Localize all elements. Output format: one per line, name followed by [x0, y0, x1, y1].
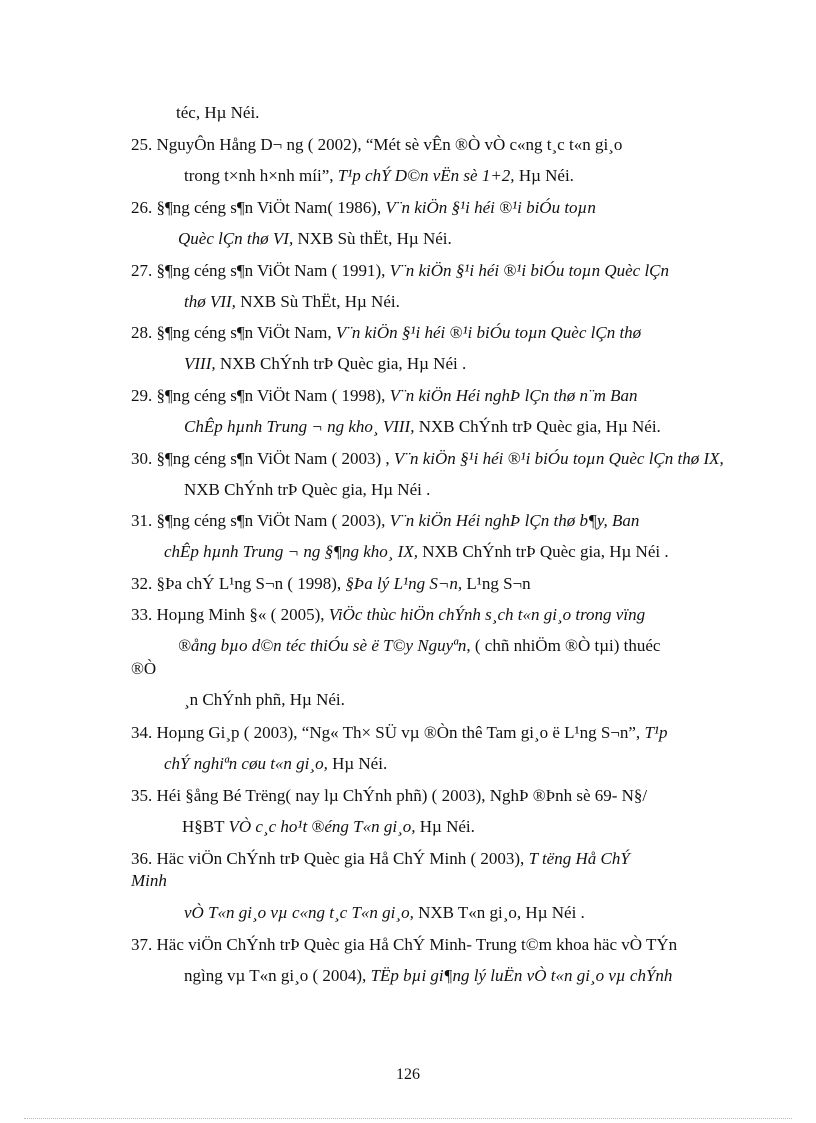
ref-text-segment: V¨n kiÖn §¹i héi ®¹i biÓu toµn Quèc lÇn thø IX, [393, 449, 724, 468]
ref-text-segment: chÊp hµnh Trung ¬ ng §¶ng kho¸ IX, [164, 542, 423, 561]
ref-text-segment: Hµ Néi. [332, 754, 388, 773]
ref-text-segment: téc, Hµ Néi. [176, 103, 260, 122]
ref-line-10 [184, 416, 661, 438]
ref-text-segment: 35. Héi §ång Bé Trëng( nay lµ ChÝnh phñ) ( 2003), NghÞ ®Þnh sè 69- N§/ [131, 786, 648, 805]
ref-text-segment: 30. §¶ng céng s¶n ViÖt Nam ( 2003) , [131, 449, 394, 468]
ref-text-segment: NXB T«n gi¸o, Hµ Néi . [418, 903, 585, 922]
ref-text-segment: ¸n ChÝnh phñ, Hµ Néi. [184, 690, 345, 709]
ref-text-segment: NXB Sù thËt, Hµ Néi. [297, 229, 452, 248]
ref-text-segment: vÒ T«n gi¸o vµ c«ng t¸c T«n gi¸o, [184, 903, 419, 922]
ref-text-segment: Hµ Néi. [419, 817, 475, 836]
ref-line-11 [131, 448, 724, 470]
ref-line-5 [131, 260, 669, 282]
ref-text-segment: 33. Hoµng Minh §« ( 2005), [131, 605, 329, 624]
ref-line-25 [131, 870, 167, 892]
ref-text-segment: 28. §¶ng céng s¶n ViÖt Nam, [131, 323, 336, 342]
ref-line-1 [131, 134, 622, 156]
ref-text-segment: Quèc lÇn thø VI, [178, 229, 298, 248]
ref-line-12 [184, 479, 430, 501]
ref-text-segment: NXB ChÝnh trÞ Quèc gia, Hµ Néi . [184, 480, 431, 499]
ref-line-3 [131, 197, 596, 219]
ref-text-segment: VIII, [184, 354, 220, 373]
ref-text-segment: VÒ c¸c ho¹t ®éng T«n gi¸o, [228, 817, 420, 836]
ref-text-segment: 27. §¶ng céng s¶n ViÖt Nam ( 1991), [131, 261, 390, 280]
ref-text-segment: T¹p [644, 723, 668, 742]
ref-text-segment: ®ång bµo d©n téc thiÓu sè ë T©y Nguyªn [178, 636, 467, 655]
ref-line-13 [131, 510, 639, 532]
page-number: 126 [396, 1066, 420, 1083]
ref-text-segment: V¨n kiÖn §¹i héi ®¹i biÓu toµn Quèc lÇn [389, 261, 670, 280]
ref-line-17 [178, 635, 660, 657]
ref-text-segment: NXB ChÝnh trÞ Quèc gia, Hµ Néi. [418, 417, 661, 436]
ref-line-28 [184, 965, 672, 987]
ref-line-23 [182, 816, 475, 838]
ref-line-27 [131, 934, 677, 956]
ref-text-segment: ®Ò [131, 659, 157, 678]
page-bottom-divider [24, 1118, 792, 1119]
ref-line-14 [164, 541, 669, 563]
ref-line-18 [131, 658, 156, 680]
ref-line-6 [184, 291, 400, 313]
ref-text-segment: T tëng Hå ChÝ [528, 849, 630, 868]
ref-text-segment: , ( chñ nhiÖm ®Ò tµi) thuéc [466, 636, 661, 655]
ref-text-segment: T¹p chÝ D©n vËn sè 1+2, [337, 166, 515, 185]
ref-text-segment: NXB ChÝnh trÞ Quèc gia, Hµ Néi . [219, 354, 467, 373]
ref-line-22 [131, 785, 647, 807]
ref-text-segment: chÝ nghiªn cøu t«n gi¸o, [164, 754, 333, 773]
ref-text-segment: 26. §¶ng céng s¶n ViÖt Nam( 1986), [131, 198, 386, 217]
ref-text-segment: L¹ng S¬n [466, 574, 531, 593]
ref-text-segment: ngìng vµ T«n gi¸o ( 2004), [184, 966, 371, 985]
ref-text-segment: V¨n kiÖn Héi nghÞ lÇn thø b¶y, Ban [389, 511, 640, 530]
ref-line-7 [131, 322, 641, 344]
ref-text-segment: 29. §¶ng céng s¶n ViÖt Nam ( 1998), [131, 386, 390, 405]
ref-text-segment: ChÊp hµnh Trung ¬ ng kho¸ VIII, [184, 417, 419, 436]
ref-line-4 [178, 228, 452, 250]
ref-line-19 [184, 689, 345, 711]
ref-line-21 [164, 753, 387, 775]
ref-line-9 [131, 385, 638, 407]
ref-text-segment: TËp bµi gi¶ng lý luËn vÒ t«n gi¸o vµ chÝnh [370, 966, 673, 985]
ref-line-8 [184, 353, 466, 375]
ref-text-segment: §Þa lý L¹ng S¬n, [345, 574, 467, 593]
ref-text-segment: Hµ Néi. [514, 166, 574, 185]
ref-text-segment: Minh [131, 871, 167, 890]
ref-text-segment: NXB Sù ThËt, Hµ Néi. [240, 292, 400, 311]
ref-text-segment: V¨n kiÖn Héi nghÞ lÇn thø n¨m Ban [389, 386, 638, 405]
ref-text-segment: thø VII, [184, 292, 241, 311]
ref-line-16 [131, 604, 645, 626]
ref-text-segment: H§BT [182, 817, 229, 836]
ref-line-26 [184, 902, 585, 924]
ref-line-0 [176, 102, 259, 124]
ref-text-segment: 31. §¶ng céng s¶n ViÖt Nam ( 2003), [131, 511, 390, 530]
ref-text-segment: V¨n kiÖn §¹i héi ®¹i biÓu toµn Quèc lÇn thø [335, 323, 642, 342]
ref-text-segment: 36. Häc viÖn ChÝnh trÞ Quèc gia Hå ChÝ Minh ( 2003), [131, 849, 529, 868]
ref-text-segment: ViÖc thùc hiÖn chÝnh s¸ch t«n gi¸o trong vïng [328, 605, 646, 624]
ref-line-20 [131, 722, 668, 744]
ref-line-2 [184, 165, 574, 187]
ref-text-segment: 37. Häc viÖn ChÝnh trÞ Quèc gia Hå ChÝ Minh- Trung t©m khoa häc vÒ TÝn [131, 935, 678, 954]
ref-line-24 [131, 848, 630, 870]
ref-text-segment: 32. §Þa chÝ L¹ng S¬n ( 1998), [131, 574, 346, 593]
ref-text-segment: V¨n kiÖn §¹i héi ®¹i biÓu toµn [385, 198, 596, 217]
ref-line-15 [131, 573, 531, 595]
ref-text-segment: trong t×nh h×nh míi”, [184, 166, 338, 185]
ref-text-segment: NXB ChÝnh trÞ Quèc gia, Hµ Néi . [422, 542, 669, 561]
ref-text-segment: 25. NguyÔn Hång D¬ ng ( 2002), “Mét sè vÊn ®Ò vÒ c«ng t¸c t«n gi¸o [131, 135, 623, 154]
ref-text-segment: 34. Hoµng Gi¸p ( 2003), “Ng« Th× SÜ vµ ®Òn thê Tam gi¸o ë L¹ng S¬n”, [131, 723, 645, 742]
